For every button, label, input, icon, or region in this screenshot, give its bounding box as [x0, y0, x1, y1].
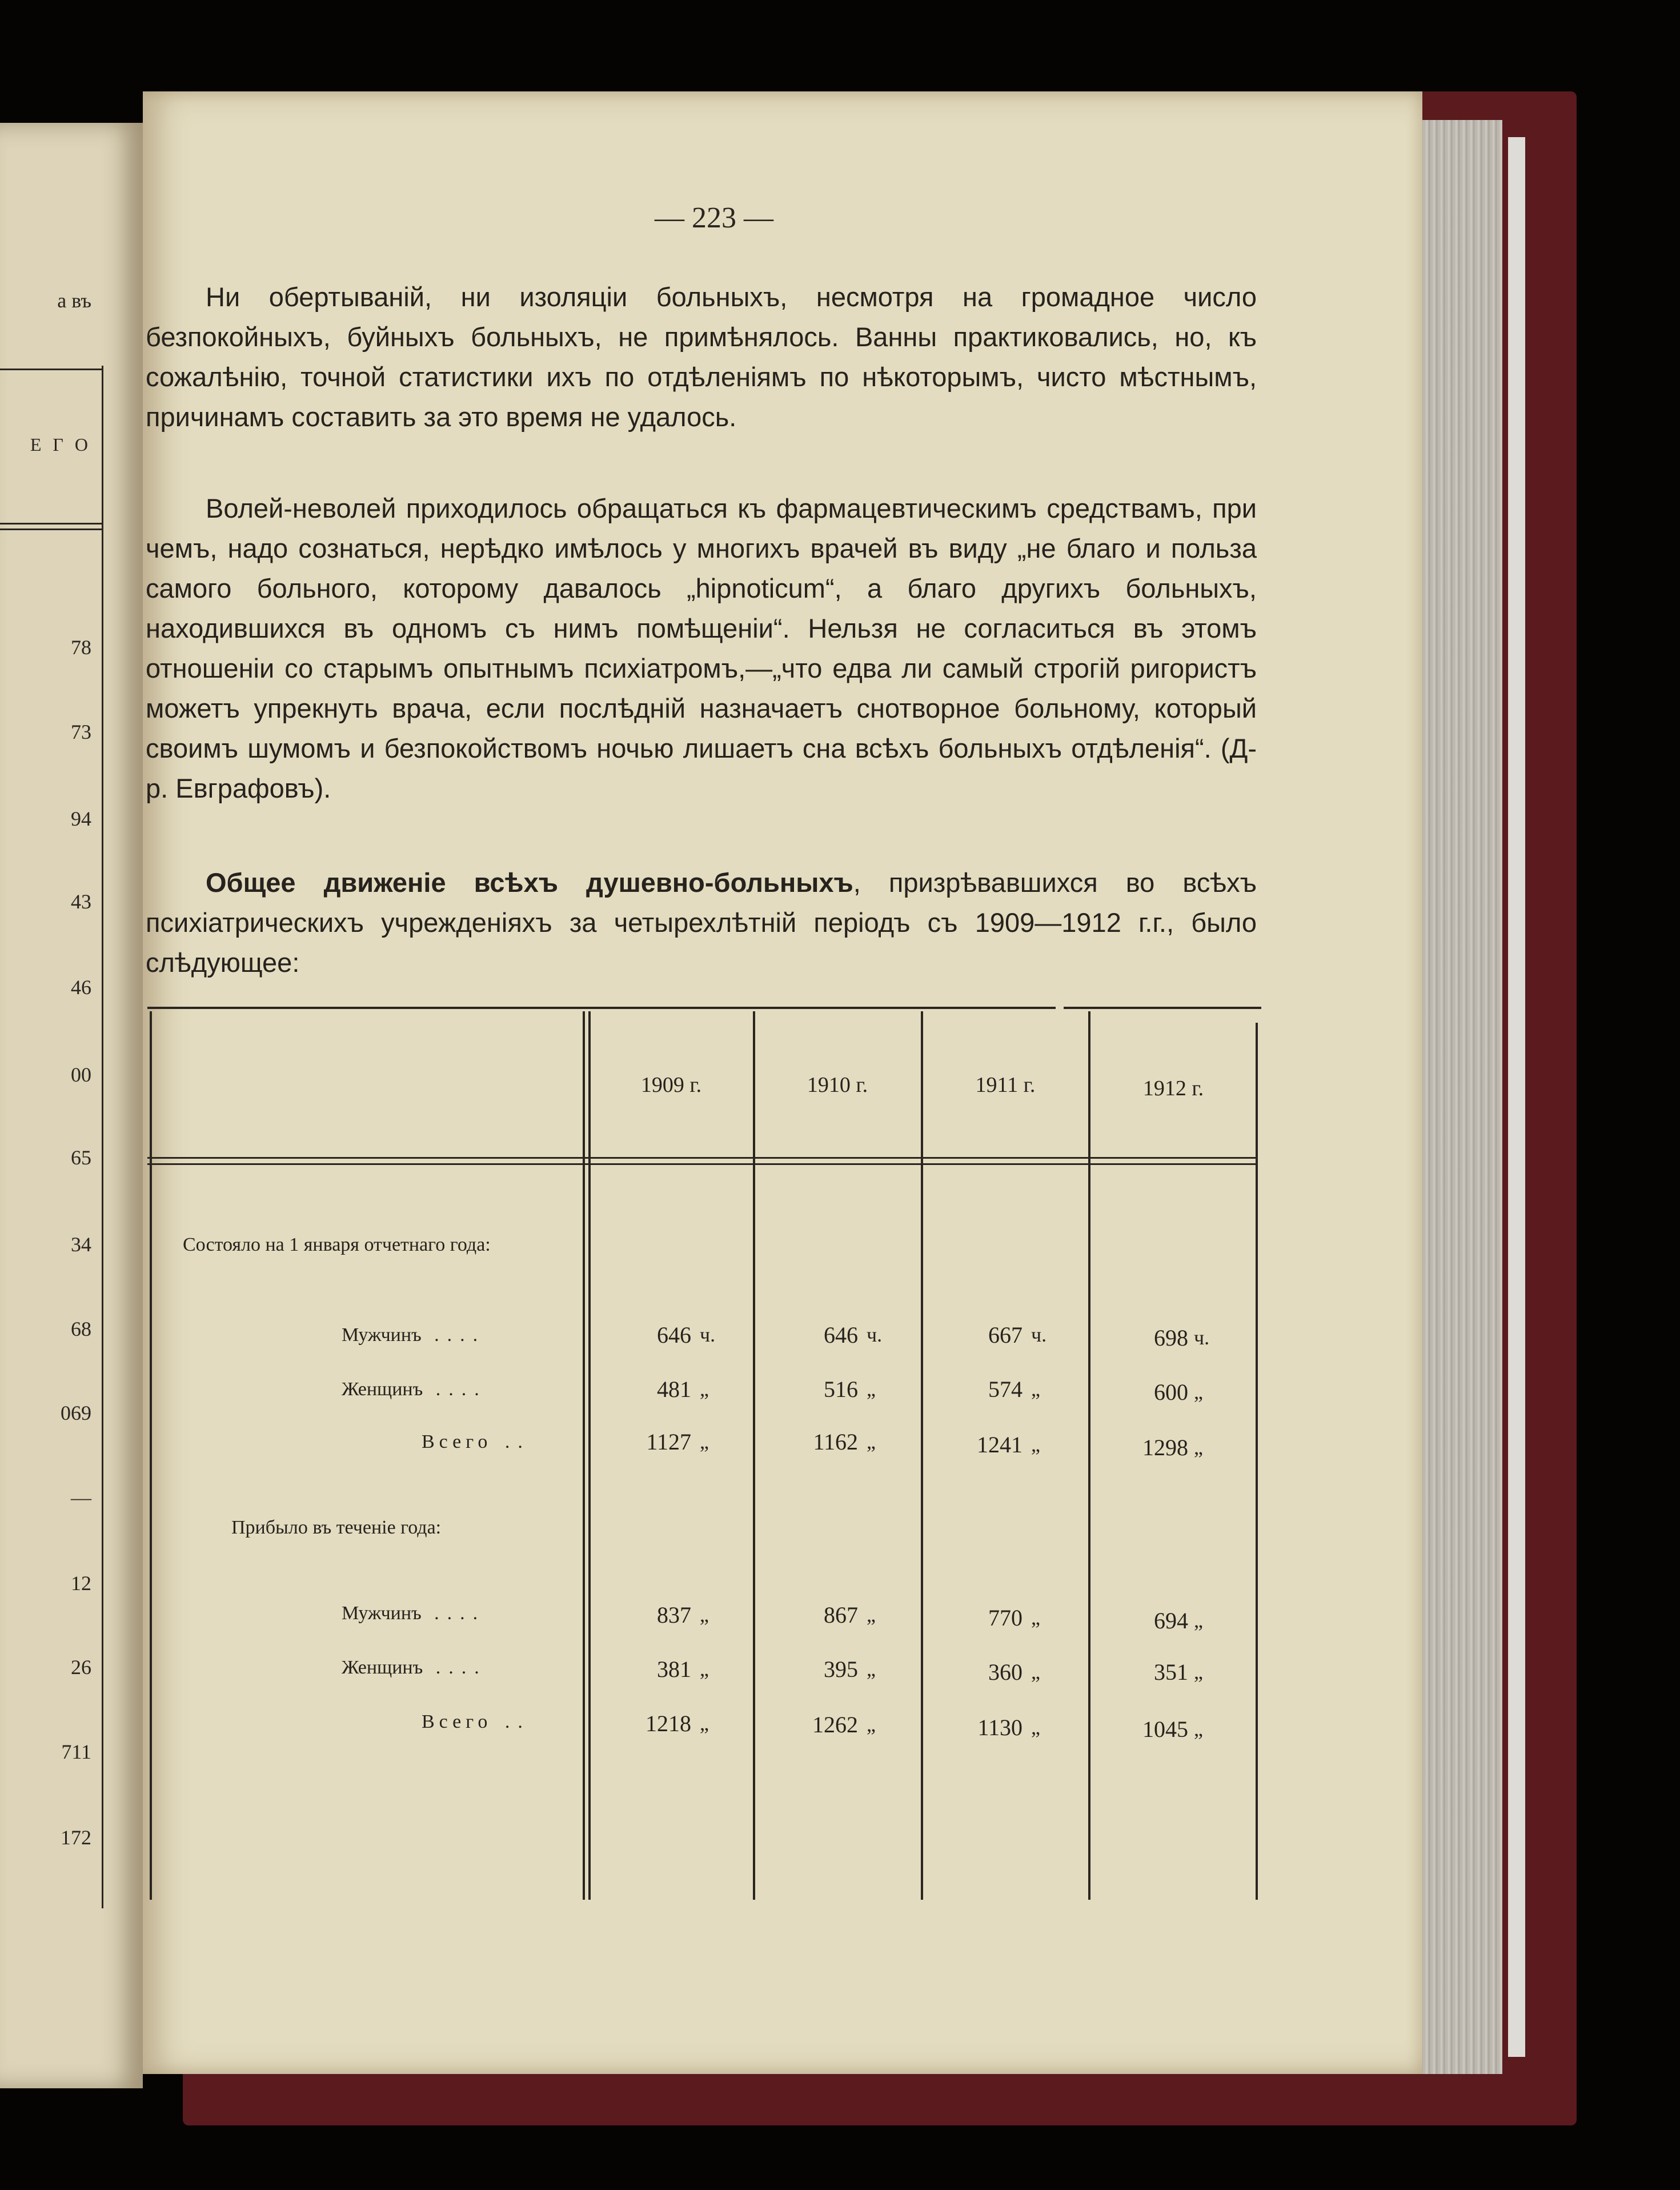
- cell-unit: „: [1194, 1660, 1203, 1683]
- cell-unit: „: [1031, 1378, 1040, 1400]
- cell-unit: ч.: [867, 1323, 883, 1346]
- left-page-number: 34: [71, 1233, 91, 1256]
- cell-value: 600: [1154, 1379, 1188, 1405]
- cell-unit: „: [1031, 1606, 1040, 1629]
- left-page-rule: [0, 523, 103, 525]
- left-page-rule: [0, 369, 103, 370]
- cell-value: 1045: [1142, 1716, 1188, 1742]
- left-page-number: 94: [71, 807, 91, 830]
- cell-unit: „: [1031, 1660, 1040, 1683]
- table-column-divider: [753, 1011, 755, 1900]
- column-header-1909: 1909 г.: [640, 1073, 702, 1097]
- column-header-1912: 1912 г.: [1142, 1076, 1204, 1100]
- cell-unit: „: [867, 1378, 876, 1400]
- cell-value: 395: [824, 1656, 858, 1682]
- cell-unit: ч.: [1194, 1326, 1210, 1349]
- endpaper-edge: [1508, 137, 1525, 2057]
- row-label-total: Всего ..: [422, 1711, 531, 1732]
- cell-unit: „: [700, 1657, 709, 1680]
- column-header-1910: 1910 г.: [807, 1073, 868, 1097]
- row-label-men: Мужчинъ ....: [342, 1324, 486, 1346]
- row-label-women: Женщинъ ....: [342, 1379, 487, 1400]
- left-page-number: 069: [61, 1402, 91, 1424]
- row-label-women-text: Женщинъ: [342, 1379, 423, 1400]
- row-label-men-text: Мужчинъ: [342, 1324, 422, 1346]
- left-page-rule: [0, 529, 103, 530]
- row-label-total-text: Всего: [422, 1711, 492, 1732]
- left-page-number: 12: [71, 1572, 91, 1595]
- row-label-total-text: Всего: [422, 1431, 492, 1452]
- cell-unit: ч.: [700, 1323, 716, 1346]
- cell-value: 867: [824, 1602, 858, 1628]
- cell-unit: „: [700, 1603, 709, 1626]
- cell-value: 574: [988, 1376, 1023, 1402]
- cell-value: 694: [1154, 1608, 1188, 1634]
- paragraph-1-text: Ни обертываній, ни изоляціи больныхъ, несмотря на громадное число безпокойныхъ, буйныхъ больныхъ, не примѣнялось. Ванны практиковались, но, къ сожалѣнію, точной статистики ихъ по отдѣленіямъ по нѣкоторымъ, чисто мѣстнымъ, причинамъ составить за это время не удалось.: [146, 282, 1257, 432]
- left-page-header-fragment: Е Г О: [30, 434, 91, 455]
- cell-value: 667: [988, 1322, 1023, 1348]
- page-number: — 223 —: [655, 202, 773, 234]
- cell-unit: ч.: [1031, 1323, 1047, 1346]
- row-label-women: Женщинъ ....: [342, 1657, 487, 1678]
- left-page-number: 46: [71, 976, 91, 999]
- section-title-admitted: Прибыло въ теченіе года:: [231, 1517, 442, 1538]
- cell-unit: „: [1194, 1609, 1203, 1632]
- column-header-1911: 1911 г.: [975, 1073, 1036, 1097]
- table-top-rule: [147, 1007, 1056, 1009]
- cell-unit: „: [867, 1603, 876, 1626]
- cell-unit: „: [867, 1657, 876, 1680]
- paragraph-3-text: , призрѣвавшихся во всѣхъ психіатрическихъ учрежденіяхъ за четырехлѣтній періодъ съ 1909—1912 г.г., было слѣдующее:: [146, 867, 1257, 978]
- table-column-divider: [921, 1011, 923, 1900]
- cell-value: 1130: [977, 1715, 1023, 1740]
- table-border-left: [150, 1011, 152, 1900]
- cell-unit: „: [867, 1430, 876, 1453]
- left-page-number: 68: [71, 1318, 91, 1340]
- cell-value: 381: [657, 1656, 691, 1682]
- row-label-men-text: Мужчинъ: [342, 1603, 422, 1624]
- left-page-number: —: [71, 1486, 91, 1509]
- left-page-number: 65: [71, 1146, 91, 1169]
- cell-value: 1262: [812, 1712, 858, 1737]
- cell-unit: „: [1194, 1380, 1203, 1403]
- table-top-rule: [1064, 1007, 1261, 1009]
- paragraph-3-bold-lead: Общее движеніе всѣхъ душевно-больныхъ: [206, 867, 853, 898]
- cell-value: 646: [657, 1322, 691, 1348]
- cell-unit: „: [867, 1713, 876, 1736]
- table-column-divider: [1088, 1011, 1090, 1900]
- table-border-right: [1256, 1023, 1258, 1900]
- cell-unit: „: [1031, 1716, 1040, 1739]
- cell-value: 1162: [813, 1429, 858, 1455]
- row-label-women-text: Женщинъ: [342, 1657, 423, 1678]
- cell-value: 516: [824, 1376, 858, 1402]
- table-column-divider: [583, 1011, 585, 1900]
- cell-unit: „: [1194, 1717, 1203, 1740]
- cell-unit: „: [700, 1378, 709, 1400]
- cell-value: 770: [988, 1605, 1023, 1631]
- left-page-number: 78: [71, 636, 91, 659]
- paragraph-2: [146, 489, 1257, 808]
- paragraph-2-text: Волей-неволей приходилось обращаться къ фармацевтическимъ средствамъ, при чемъ, надо сознаться, нерѣдко имѣлось у многихъ врачей въ виду „не благо и польза самого больного, которому давалось „hipnoticum“, а благо другихъ больныхъ, находившихся въ одномъ съ нимъ помѣщеніи“. Нельзя не согласиться въ этомъ отношеніи со старымъ опытнымъ психіатромъ,—„что едва ли самый строгій ригористъ можетъ упрекнуть врача, если послѣдній назначаетъ снотворное больному, который своимъ шумомъ и безпокойствомъ ночью лишаетъ сна всѣхъ больныхъ отдѣленія“. (Д-р. Евграфовъ).: [146, 493, 1257, 803]
- cell-unit: „: [700, 1430, 709, 1453]
- left-page-top-text: а въ: [57, 289, 91, 312]
- cell-unit: „: [1194, 1436, 1203, 1459]
- cell-value: 1127: [646, 1429, 691, 1455]
- left-page-number: 73: [71, 720, 91, 743]
- cell-unit: „: [700, 1712, 709, 1735]
- section-title-start-of-year: Состояло на 1 января отчетнаго года:: [183, 1234, 491, 1255]
- left-page-number: 711: [61, 1740, 91, 1763]
- left-facing-page: [0, 123, 143, 2088]
- cell-value: 360: [988, 1659, 1023, 1685]
- page-edges: [1417, 120, 1502, 2074]
- left-page-number: 172: [61, 1826, 91, 1849]
- cell-value: 1241: [977, 1432, 1023, 1458]
- paragraph-3: [146, 863, 1257, 983]
- paragraph-1: [146, 277, 1257, 437]
- cell-value: 1298: [1142, 1435, 1188, 1460]
- cell-value: 646: [824, 1322, 858, 1348]
- left-page-number: 26: [71, 1656, 91, 1679]
- row-label-total: Всего ..: [422, 1431, 531, 1452]
- row-label-men: Мужчинъ ....: [342, 1603, 486, 1624]
- left-page-number: 43: [71, 890, 91, 913]
- cell-value: 481: [657, 1376, 691, 1402]
- left-page-number: 00: [71, 1063, 91, 1086]
- cell-unit: „: [1031, 1433, 1040, 1456]
- cell-value: 351: [1154, 1659, 1188, 1685]
- cell-value: 837: [657, 1602, 691, 1628]
- cell-value: 698: [1154, 1325, 1188, 1351]
- left-page-vertical-rule: [102, 366, 103, 1908]
- cell-value: 1218: [645, 1711, 691, 1736]
- table-column-divider: [588, 1011, 591, 1900]
